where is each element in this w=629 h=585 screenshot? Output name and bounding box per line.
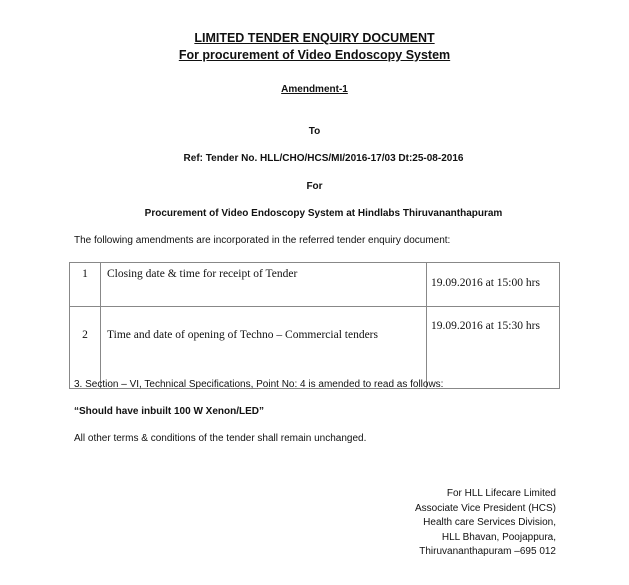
row-value: 19.09.2016 at 15:30 hrs [427, 307, 560, 389]
table-row [70, 307, 560, 389]
reference-line: Ref: Tender No. HLL/CHO/HCS/MI/2016-17/03 Dt:25-08-2016 [183, 153, 464, 164]
signature-line: Thiruvananthapuram –695 012 [419, 546, 556, 558]
signature-block [415, 487, 556, 560]
amendment-heading: Amendment-1 [281, 84, 348, 95]
to-line: To [308, 126, 321, 137]
amended-specification: “Should have inbuilt 100 W Xenon/LED” [74, 406, 265, 417]
document-subtitle: For procurement of Video Endoscopy System [178, 48, 451, 62]
row-description: Time and date of opening of Techno – Commercial tenders [101, 307, 427, 389]
row-value: 19.09.2016 at 15:00 hrs [427, 263, 560, 307]
procurement-line: Procurement of Video Endoscopy System at Hindlabs Thiruvananthapuram [144, 208, 503, 219]
intro-paragraph: The following amendments are incorporated in the referred tender enquiry document: [74, 235, 451, 246]
row-number: 1 [70, 263, 101, 307]
signature-line: Health care Services Division, [423, 517, 556, 529]
amendments-table [69, 262, 560, 389]
document-title: LIMITED TENDER ENQUIRY DOCUMENT [194, 31, 435, 45]
row-number: 2 [70, 307, 101, 389]
section-note: 3. Section – VI, Technical Specifications, Point No: 4 is amended to read as follows: [74, 379, 444, 390]
signature-line: Associate Vice President (HCS) [415, 502, 556, 514]
for-line: For [306, 181, 323, 192]
row-description: Closing date & time for receipt of Tender [101, 263, 427, 307]
signature-line: For HLL Lifecare Limited [446, 488, 556, 499]
table-row [70, 263, 560, 307]
other-terms-note: All other terms & conditions of the tender shall remain unchanged. [74, 433, 367, 444]
signature-line: HLL Bhavan, Poojappura, [441, 531, 556, 543]
